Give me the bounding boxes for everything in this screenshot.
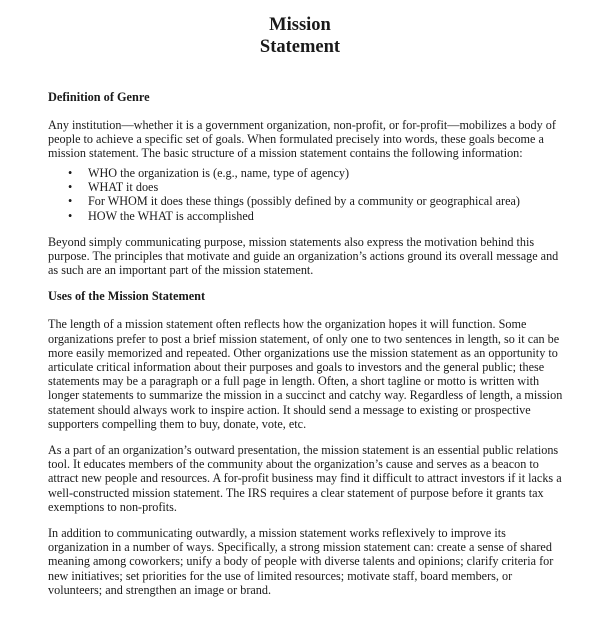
title-line-2: Statement <box>259 37 341 57</box>
definition-intro-paragraph: Any institution—whether it is a government organization, non-profit, or for-profit—mobilizes a body of people to achieve a specific set of goals. When formulated precisely into words, these goals become a mission statement. The basic structure of a mission statement contains the following information: <box>48 118 556 161</box>
bullet-text: HOW the WHAT is accomplished <box>88 208 254 223</box>
document-title <box>0 0 600 58</box>
bullet-item-whom <box>68 194 600 208</box>
bullet-item-what <box>68 180 600 194</box>
uses-paragraph-public-relations: As a part of an organization’s outward presentation, the mission statement is an essential public relations tool. It educates members of the community about the organization’s cause and serves as a beacon to attract new people and resources. A for-profit business may find it difficult to attract investors if it lacks a well-constructed mission statement. The IRS requires a clear statement of purpose before it grants tax exemptions to non-profits. <box>48 443 562 514</box>
uses-heading: Uses of the Mission Statement <box>48 289 206 304</box>
definition-closing-paragraph: Beyond simply communicating purpose, mission statements also express the motivation behind this purpose. The principles that motivate and guide an organization’s actions ground its overall message and as such are an important part of the mission statement. <box>48 234 559 278</box>
uses-paragraph-length: The length of a mission statement often reflects how the organization hopes it will function. Some organizations prefer to post a brief mission statement, of only one to two sentences in length, so it can be more easily memorized and repeated. Other organizations use the mission statement as an opportunity to articulate critical information about their purposes and goals to investors and the general public; these statements may be a paragraph or a full page in length. Often, a short tagline or motto is written with longer statements to summarize the mission in a succinct and catchy way. Regardless of length, a mission statement should always work to inspire action. It should send a message to existing or prospective supporters compelling them to buy, donate, vote, etc. <box>48 317 563 431</box>
title-line-1: Mission <box>269 15 331 35</box>
bullet-dot-icon: • <box>68 179 73 194</box>
bullet-text: For WHOM it does these things (possibly defined by a community or geographical area) <box>88 194 520 209</box>
bullet-dot-icon: • <box>68 165 73 180</box>
bullet-item-who <box>68 166 600 180</box>
bullet-dot-icon: • <box>68 194 73 209</box>
bullet-text: WHO the organization is (e.g., name, type of agency) <box>88 165 350 180</box>
definition-heading: Definition of Genre <box>48 90 150 104</box>
bullet-item-how <box>68 209 600 223</box>
bullet-text: WHAT it does <box>88 179 159 194</box>
structure-bullet-list <box>48 166 600 223</box>
uses-paragraph-internal: In addition to communicating outwardly, a mission statement works reflexively to improve its organization in a number of ways. Specifically, a strong mission statement can: create a sense of shared meaning among coworkers; unify a body of people with diverse talents and opinions; clarify criteria for new initiatives; set priorities for the use of limited resources; motivate staff, board members, or volunteers; and strengthen an image or brand. <box>48 526 554 597</box>
bullet-dot-icon: • <box>68 208 73 223</box>
